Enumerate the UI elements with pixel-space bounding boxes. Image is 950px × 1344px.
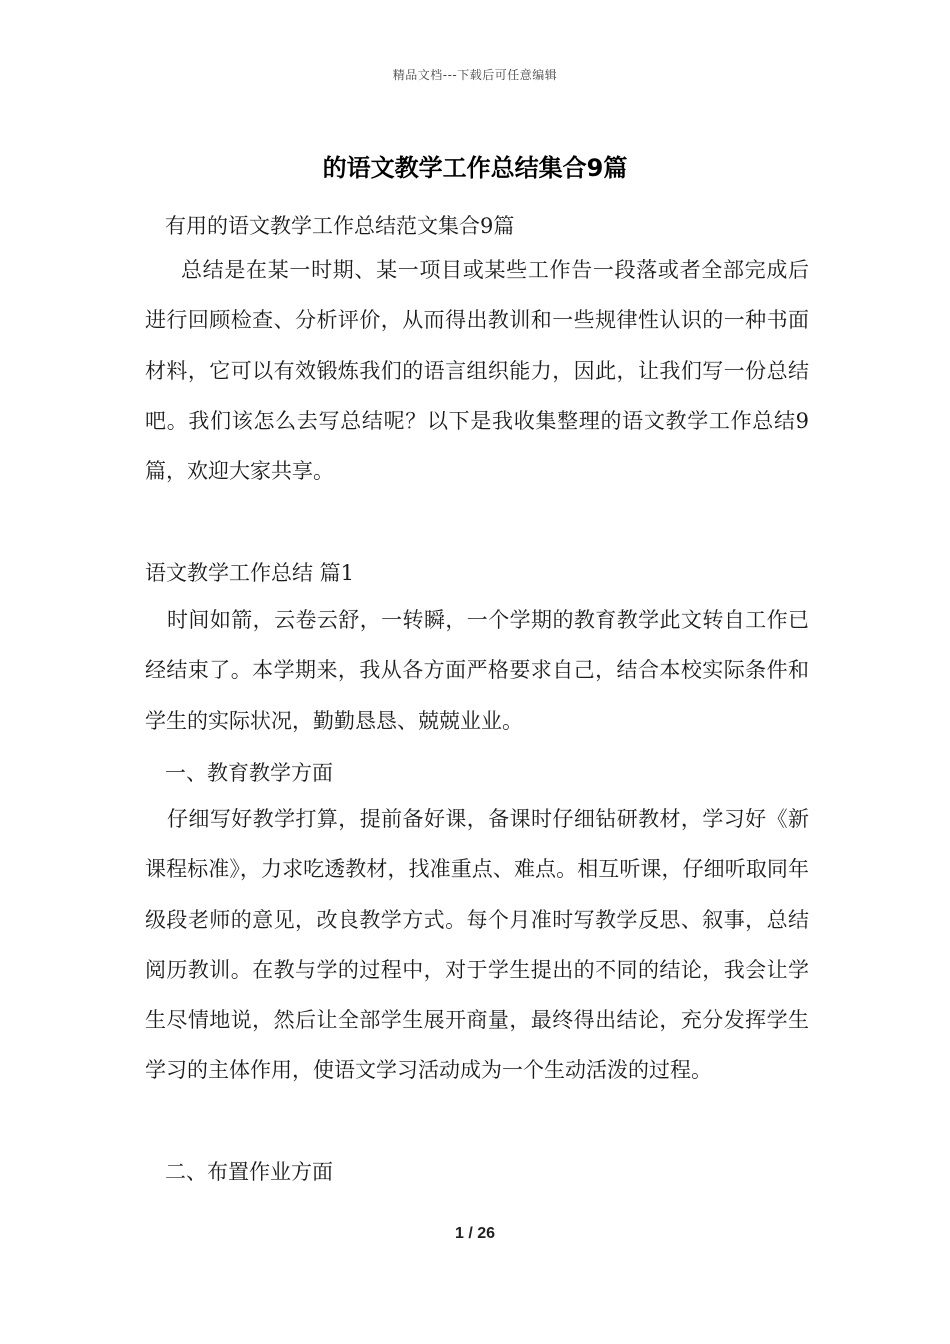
page-number: 1 / 26 — [454, 1225, 496, 1242]
section-paragraph: 仔细写好教学打算，提前备好课，备课时仔细钻研教材，学习好《新课程标准》，力求吃透教材，找准重点、难点。相互听课，仔细听取同年级段老师的意见，改良教学方式。每个月准时写教学反思、叙事，总结阅历教训。在教与学的过程中，对于学生提出的不同的结论，我会让学生尽情地说，然后让全部学生展开商量，最终得出结论，充分发挥学生学习的主体作用，使语文学习活动成为一个生动活泼的过程。 — [145, 807, 809, 1083]
section-paragraph: 时间如箭，云卷云舒，一转瞬，一个学期的教育教学此文转自工作已经结束了。本学期来，我从各方面严格要求自己，结合本校实际条件和学生的实际状况，勤勤恳恳、兢兢业业。 — [145, 608, 809, 733]
document-title: 的语文教学工作总结集合9篇 — [322, 154, 628, 182]
document-subtitle: 有用的语文教学工作总结范文集合9篇 — [165, 214, 515, 238]
running-header: 精品文档---下载后可任意编辑 — [392, 68, 558, 82]
section-heading: 语文教学工作总结 篇1 — [145, 561, 355, 585]
subsection-heading: 二、布置作业方面 — [165, 1160, 333, 1184]
intro-paragraph: 总结是在某一时期、某一项目或某些工作告一段落或者全部完成后进行回顾检查、分析评价，从而得出教训和一些规律性认识的一种书面材料，它可以有效锻炼我们的语言组织能力，因此，让我们写一份总结吧。我们该怎么去写总结呢？以下是我收集整理的语文教学工作总结9篇，欢迎大家共享。 — [145, 258, 809, 484]
subsection-heading: 一、教育教学方面 — [165, 761, 333, 785]
